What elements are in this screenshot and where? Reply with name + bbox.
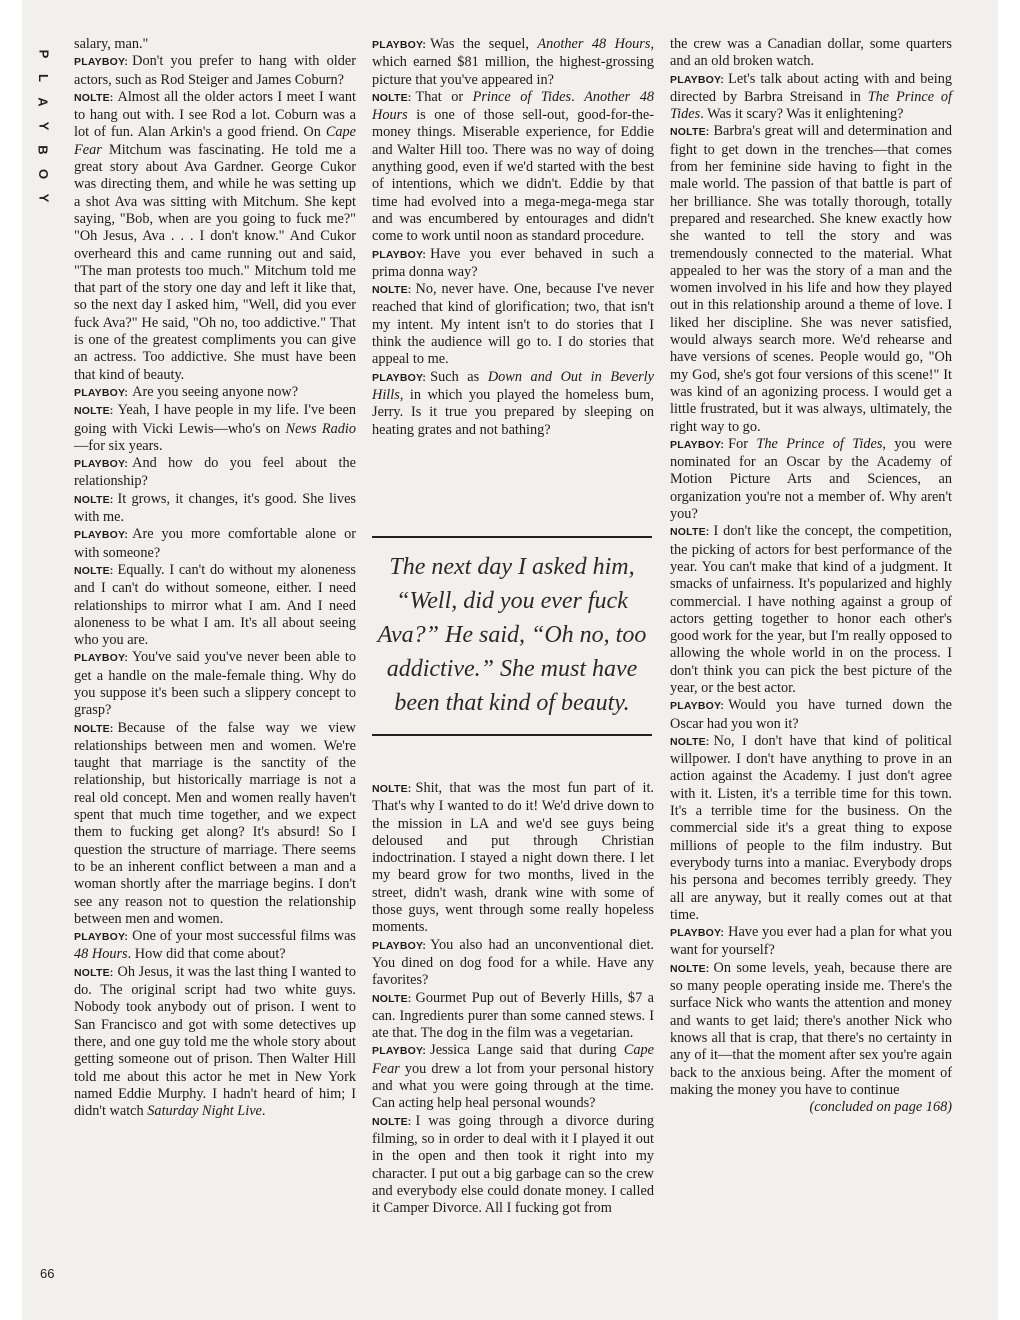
speaker-label: PLAYBOY:	[74, 386, 129, 399]
interview-paragraph	[74, 928, 356, 964]
speaker-label: PLAYBOY:	[372, 371, 427, 384]
speaker-label: NOLTE:	[670, 962, 710, 975]
interview-paragraph	[74, 53, 356, 89]
speaker-label: NOLTE:	[372, 992, 412, 1005]
interview-paragraph	[74, 384, 356, 402]
speaker-label: NOLTE:	[74, 493, 114, 506]
speaker-label: NOLTE:	[74, 405, 114, 418]
speaker-label: PLAYBOY:	[372, 939, 427, 952]
speaker-label: PLAYBOY:	[74, 56, 129, 69]
interview-paragraph	[372, 1113, 654, 1218]
speaker-label: PLAYBOY:	[670, 700, 725, 713]
paragraph-text: , you were nominated for an Oscar by the Academy of Motion Picture Arts and Sciences, an organization you're not a member of. Why aren't you?	[670, 435, 952, 523]
column-2-top	[372, 36, 654, 439]
interview-paragraph	[74, 36, 356, 53]
playboy-side-logo	[28, 42, 58, 210]
paragraph-text: One of your most successful films was	[132, 928, 356, 945]
speaker-label: PLAYBOY:	[670, 73, 725, 86]
paragraph-text: On some levels, yeah, because there are so many people operating inside me. There's the surface Nick who wants the attention and money and wants to get laid; there's another Nick who knows all that is crap, that there's no certainty in any of it—that the moment after sex you're again back to the anxious being. After the moment of making the money you have to continue	[670, 959, 952, 1098]
paragraph-text: Such as	[430, 368, 488, 385]
speaker-label: PLAYBOY:	[74, 931, 129, 944]
paragraph-text: I was going through a divorce during filming, so in order to deal with it I played it out in the open and then took it right into my character. I put out a big garbage can so the crew and everybody else could donate money. I called it Camper Divorce. All I fucking got from	[372, 1112, 654, 1217]
paragraph-text: Have you ever behaved in such a prima donna way?	[372, 245, 654, 280]
paragraph-text: Are you seeing anyone now?	[132, 383, 299, 400]
paragraph-text: —for six years.	[74, 437, 163, 454]
paragraph-text: For	[728, 435, 757, 452]
paragraph-text: the crew was a Canadian dollar, some quarters and an old broken watch.	[670, 36, 952, 70]
speaker-label: NOLTE:	[670, 735, 710, 748]
speaker-label: NOLTE:	[74, 564, 114, 577]
logo-letter: L	[35, 74, 51, 82]
paragraph-text: .	[571, 88, 585, 105]
italic-title: Saturday Night Live	[147, 1103, 262, 1120]
interview-paragraph	[372, 937, 654, 990]
italic-title: The Prince of Tides	[756, 435, 883, 452]
interview-paragraph	[372, 1042, 654, 1112]
interview-paragraph	[372, 246, 654, 282]
italic-title: Prince of Tides	[472, 88, 572, 105]
speaker-label: PLAYBOY:	[670, 438, 725, 451]
paragraph-text: . How did that come about?	[127, 946, 286, 963]
continued-note: (concluded on page 168)	[809, 1099, 952, 1116]
paragraph-text: And how do you feel about the relationship?	[74, 455, 356, 490]
interview-paragraph	[74, 402, 356, 455]
speaker-label: NOLTE:	[372, 1115, 412, 1128]
paragraph-text: Because of the false way we view relationships between men and women. We're taught that marriage is the sanctity of the relationship, but historically marriage is not a real old concept. Men and women really haven't spent that much time together, and we expect them to fucking get along? It's absurd! So I question the structure of marriage. There seems to be an inherent conflict between a man and a woman shortly after the marriage begins. I don't see any reason not to question the relationship between men and women.	[74, 719, 356, 927]
interview-paragraph	[670, 123, 952, 435]
paragraph-text: , which earned $81 million, the highest-grossing picture that you've appeared in?	[372, 36, 655, 88]
italic-title: News Radio	[285, 420, 357, 437]
interview-paragraph	[74, 562, 356, 649]
speaker-label: PLAYBOY:	[670, 927, 725, 940]
paragraph-text: Mitchum was fascinating. He told me a great story about Ava Gardner. George Cukor was directing them, and while he was setting up a shot Ava was sitting with Mitchum. She kept saying, "Bob, when are you going to fuck me?" "Oh Jesus, Ava . . . I don't know." And Cukor overheard this and came running out and said, "The man protests too much." Mitchum told me that part of the story one day and left it like that, so the next day I asked him, "Well, did you ever fuck Ava?" He said, "Oh no, too addictive." That is one of the greatest compliments you can give an actress. Too addictive. She must have been that kind of beauty.	[74, 141, 356, 383]
paragraph-text: No, I don't have that kind of political willpower. I don't have anything to prove in an action against the Academy. I just don't agree with it. Listen, it's a terrible time for this town. It's a terrible time for the business. On the commercial side it's a great thing to expose millions of people to the film industry. But everybody turns into a maniac. Everybody drops his persona and becomes terribly greedy. They all are anyway, but it really comes out at that time.	[670, 732, 952, 923]
paragraph-text: , in which you played the homeless bum, Jerry. Is it true you prepared by sleeping on heating grates and not bathing?	[372, 386, 654, 438]
paragraph-text: Almost all the older actors I meet I want to hang out with. I see Rod a lot. Coburn was a lot of fun. Alan Arkin's a good friend. On	[74, 88, 356, 141]
italic-title: Down and Out in Beverly Hills	[372, 368, 654, 403]
speaker-label: PLAYBOY:	[372, 39, 427, 51]
paragraph-text: you drew a lot from your personal history and what you were going through at the time. Can acting help heal personal wounds?	[372, 1060, 654, 1112]
paragraph-text: . Was it scary? Was it enlightening?	[700, 106, 904, 123]
paragraph-text: You also had an unconventional diet. You dined on dog food for a while. Have any favorites?	[372, 936, 654, 989]
interview-paragraph	[372, 281, 654, 368]
italic-title: Cape Fear	[74, 124, 356, 158]
interview-paragraph	[670, 924, 952, 960]
column-2-bottom	[372, 780, 654, 1217]
paragraph-text: It grows, it changes, it's good. She lives with me.	[74, 490, 356, 526]
logo-letter: P	[35, 49, 51, 59]
italic-title: Cape Fear	[372, 1042, 654, 1077]
interview-paragraph	[670, 523, 952, 697]
speaker-label: PLAYBOY:	[372, 1045, 427, 1058]
interview-paragraph	[372, 990, 654, 1043]
paragraph-text: Let's talk about acting with and being directed by Barbra Streisand in	[670, 70, 952, 105]
paragraph-text: No, never have. One, because I've never reached that kind of glorification; two, that isn't my intent. My intent isn't to do stories that I think the audience will go to. I do stories that appeal to me.	[372, 281, 654, 368]
paragraph-text: .	[261, 1103, 266, 1120]
interview-paragraph	[74, 89, 356, 384]
speaker-label: NOLTE:	[74, 966, 114, 979]
speaker-label: NOLTE:	[372, 284, 412, 297]
speaker-label: NOLTE:	[372, 783, 412, 795]
paragraph-text: Yeah, I have people in my life. I've been going with Vicki Lewis—who's on	[74, 402, 356, 437]
paragraph-text: Barbra's great will and determination and fight to get down in the trenches—that comes from her feminine side having to fight in the male world. The passion of that battle is part of her brilliance. She was totally thorough, totally prepared and researched. She knew exactly how she wanted to tell the story and was tremendously connected to the material. What appealed to her was the story of a man and the women involved in his life and how they played out in this relationship around a theme of love. I liked her discipline. She was never satisfied, would always search more. We'd rehearse and have versions of scenes. People would go, "Oh my God, she's got four versions of this scene!" It was kind of an agonizing process. I would get a little frustrated, but it was always, ultimately, the right way to go.	[670, 123, 952, 435]
paragraph-text: salary, man."	[74, 36, 149, 52]
speaker-label: PLAYBOY:	[74, 529, 129, 542]
interview-paragraph	[670, 697, 952, 733]
interview-paragraph	[372, 369, 654, 439]
speaker-label: NOLTE:	[372, 91, 412, 104]
speaker-label: NOLTE:	[74, 91, 114, 104]
speaker-label: PLAYBOY:	[74, 652, 129, 665]
paragraph-text: Was the sequel,	[430, 36, 538, 52]
speaker-label: NOLTE:	[670, 526, 710, 539]
logo-letter: B	[35, 145, 51, 155]
interview-paragraph	[74, 964, 356, 1121]
paragraph-text: Oh Jesus, it was the last thing I wanted to do. The original script had two white guys. Nobody took anybody out of prison. I went to San Francisco and got with some detectives up there, and one guy told me the whole story about getting someone out of prison. Then Walter Hill told me about this actor he met in New York named Eddie Murphy. I hadn't heard of him; I didn't watch	[74, 963, 356, 1120]
paragraph-text: Don't you prefer to hang with older actors, such as Rod Steiger and James Coburn?	[74, 53, 356, 88]
paragraph-text: Equally. I can't do without my aloneness and I can't do without someone, either. I need relationships to mirror what I am. And I need aloneness to be what I am. It's all about seeing who you are.	[74, 561, 356, 649]
interview-paragraph	[74, 720, 356, 929]
column-1	[74, 36, 356, 1120]
interview-paragraph	[670, 36, 952, 71]
page-number: 66	[40, 1266, 55, 1281]
interview-paragraph	[372, 36, 654, 89]
interview-paragraph	[670, 733, 952, 924]
logo-letter: Y	[35, 121, 51, 131]
interview-paragraph	[670, 960, 952, 1099]
speaker-label: NOLTE:	[670, 126, 710, 139]
italic-title: Another 48 Hours	[372, 88, 654, 124]
paragraph-text: I don't like the concept, the competition, the picking of actors for best performance of the year. You can't make that kind of a judgment. It smacks of unfairness. It's popularized and highly commercial. I have nothing against a group of actors getting together to honor each other's good work for the year, but I'm really opposed to allowing the whole world in on the process. I don't think you can pick the best picture of the year, or the best actor.	[670, 523, 952, 696]
paragraph-text: is one of those sell-out, good-for-the-money things. Miserable experience, for Eddie and Walter Hill too. There was no way of doing anything good, even if we'd started with the best of intentions, which we didn't. Eddie by that time had evolved into a mega-mega-mega star and was encumbered by entourages and didn't come to work until noon as standard procedure.	[372, 107, 654, 245]
pull-quote: The next day I asked him, “Well, did you ever fuck Ava?” He said, “Oh no, too addictive.” She must have been that kind of beauty.	[372, 536, 652, 736]
paragraph-text: You've said you've never been able to get a handle on the male-female thing. Why do you suppose it's been such a slippery concept to grasp?	[74, 649, 356, 719]
paragraph-text: Shit, that was the most fun part of it. That's why I wanted to do it! We'd drive down to the mission in LA and we'd see guys being deloused and put through Christian indoctrination. I stayed a night down there. I let my beard grow for two months, lived in the street, didn't wash, drank wine with some of those guys, went through some really hopeless moments.	[372, 780, 654, 936]
paragraph-text: Gourmet Pup out of Beverly Hills, $7 a can. Ingredients purer than some canned stews. I ate that. The dog in the film was a vegetarian.	[372, 989, 654, 1042]
paragraph-text: Jessica Lange said that during	[430, 1042, 624, 1059]
interview-paragraph	[74, 649, 356, 719]
interview-paragraph	[670, 71, 952, 124]
interview-paragraph	[670, 436, 952, 523]
paragraph-text: Are you more comfortable alone or with someone?	[74, 526, 356, 561]
italic-title: 48 Hours	[74, 946, 128, 963]
column-3	[670, 36, 952, 1116]
speaker-label: PLAYBOY:	[372, 248, 427, 261]
italic-title: Another 48 Hours	[537, 36, 651, 52]
interview-paragraph	[372, 89, 654, 246]
speaker-label: NOLTE:	[74, 722, 114, 735]
paragraph-text: Would you have turned down the Oscar had you won it?	[670, 697, 952, 732]
speaker-label: PLAYBOY:	[74, 458, 129, 471]
interview-paragraph	[74, 455, 356, 491]
logo-letter: A	[35, 97, 51, 107]
logo-letter: Y	[35, 193, 51, 203]
logo-letter: O	[36, 168, 51, 180]
interview-paragraph	[74, 526, 356, 562]
interview-paragraph	[74, 491, 356, 527]
interview-paragraph	[372, 780, 654, 937]
paragraph-text: Have you ever had a plan for what you want for yourself?	[670, 924, 952, 959]
italic-title: The Prince of Tides	[670, 88, 953, 123]
paragraph-text: That or	[415, 88, 473, 105]
